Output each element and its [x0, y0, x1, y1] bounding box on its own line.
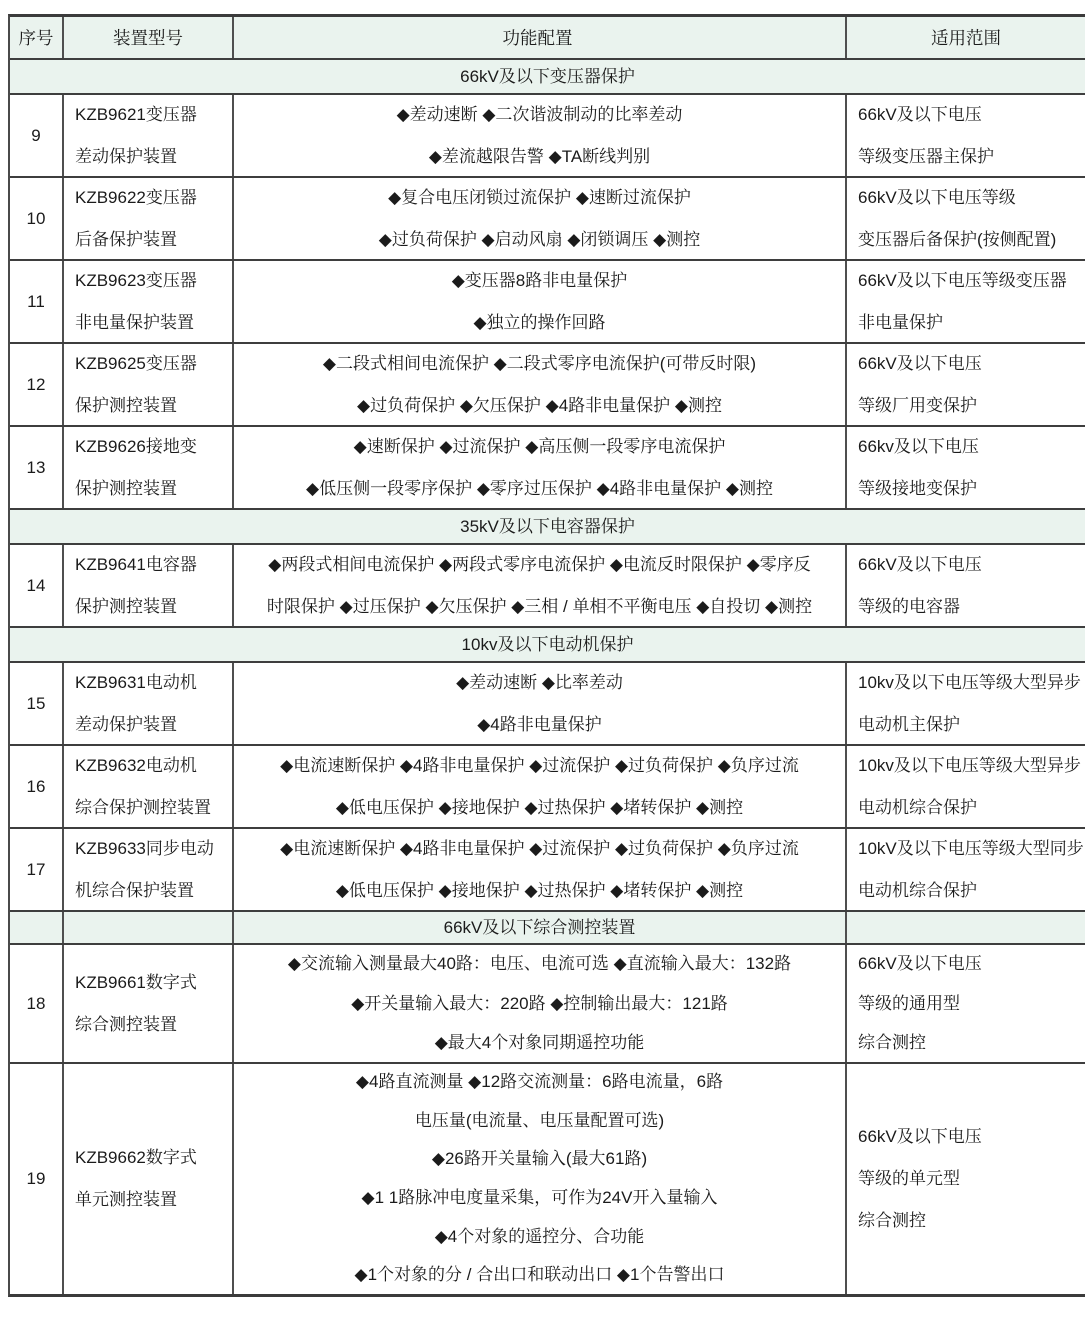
scope-cell: [847, 427, 1085, 508]
cell-line: ◆差流越限告警 ◆TA断线判别: [428, 146, 651, 166]
cell-line: 66kV及以下电压: [858, 105, 982, 124]
cell-line: 11: [27, 291, 45, 311]
cell-line: 保护测控装置: [75, 596, 177, 616]
col-header-label: 装置型号: [113, 28, 183, 48]
cell-line: ◆低电压保护 ◆接地保护 ◆过热保护 ◆堵转保护 ◆测控: [335, 797, 744, 817]
model-cell: [64, 344, 234, 425]
device-row: [10, 176, 1085, 259]
scope-cell: [847, 545, 1085, 626]
serial-cell: [10, 829, 64, 910]
serial-cell: [10, 95, 64, 176]
cell-line: ◆变压器8路非电量保护: [451, 271, 628, 290]
cell-line: 66kV及以下电压: [858, 555, 982, 574]
cell-line: 综合测控装置: [75, 1014, 177, 1034]
cell-line: ◆电流速断保护 ◆4路非电量保护 ◆过流保护 ◆过负荷保护 ◆负序过流: [280, 839, 799, 858]
cell-line: ◆过负荷保护 ◆欠压保护 ◆4路非电量保护 ◆测控: [357, 395, 722, 415]
functions-cell: [234, 178, 847, 259]
cell-line: 等级接地变保护: [858, 478, 977, 498]
cell-line: ◆开关量输入最大：220路 ◆控制输出最大：121路: [351, 993, 728, 1013]
col-header-model: [64, 17, 234, 58]
cell-line: ◆差动速断 ◆二次谐波制动的比率差动: [396, 105, 683, 124]
table-body: [10, 58, 1085, 1294]
section-row: [10, 626, 1085, 661]
serial-cell: [10, 746, 64, 827]
cell-line: ◆低电压保护 ◆接地保护 ◆过热保护 ◆堵转保护 ◆测控: [335, 880, 744, 900]
cell-line: 综合保护测控装置: [75, 797, 211, 817]
functions-cell: [234, 261, 847, 342]
cell-line: KZB9633同步电动: [75, 839, 214, 858]
device-row: [10, 342, 1085, 425]
cell-line: KZB9631电动机: [75, 673, 197, 692]
serial-cell: [10, 545, 64, 626]
cell-line: 电动机综合保护: [858, 880, 977, 900]
cell-line: ◆低压侧一段零序保护 ◆零序过压保护 ◆4路非电量保护 ◆测控: [306, 478, 773, 498]
cell-line: ◆最大4个对象同期遥控功能: [434, 1033, 645, 1053]
section-empty-cell: [64, 912, 234, 943]
cell-line: 变压器后备保护(按侧配置): [858, 229, 1057, 249]
col-header-label: 适用范围: [931, 28, 1001, 48]
cell-line: 66kv及以下电压: [858, 437, 979, 456]
cell-line: 等级的通用型: [858, 993, 960, 1013]
cell-line: 66kV及以下电压等级变压器: [858, 271, 1067, 290]
cell-line: KZB9662数字式: [75, 1148, 197, 1167]
model-cell: [64, 829, 234, 910]
col-header-label: 功能配置: [502, 28, 573, 48]
functions-cell: [234, 95, 847, 176]
cell-line: 35kV及以下电容器保护: [460, 517, 635, 536]
scope-cell: [847, 663, 1085, 744]
functions-cell: [234, 344, 847, 425]
functions-cell: [234, 829, 847, 910]
cell-line: 13: [26, 457, 46, 477]
cell-line: 12: [26, 374, 46, 394]
cell-line: ◆1个对象的分 / 合出口和联动出口 ◆1个告警出口: [354, 1265, 725, 1285]
device-row: [10, 943, 1085, 1062]
cell-line: 电压量(电流量、电压量配置可选): [414, 1110, 665, 1130]
cell-line: ◆复合电压闭锁过流保护 ◆速断过流保护: [388, 188, 691, 207]
col-header-functions: [234, 17, 847, 58]
cell-line: 10kv及以下电压等级大型异步: [858, 756, 1081, 775]
cell-line: 保护测控装置: [75, 478, 177, 498]
cell-line: ◆电流速断保护 ◆4路非电量保护 ◆过流保护 ◆过负荷保护 ◆负序过流: [280, 756, 799, 775]
section-title-cell: [10, 510, 1085, 543]
cell-line: KZB9622变压器: [75, 188, 197, 207]
section-empty-cell: [10, 912, 64, 943]
model-cell: [64, 261, 234, 342]
cell-line: 66kV及以下电压: [858, 1127, 982, 1146]
cell-line: 66kV及以下综合测控装置: [443, 918, 636, 937]
col-header-serial: [10, 17, 64, 58]
cell-line: 16: [26, 776, 46, 796]
cell-line: 66kV及以下电压等级: [858, 188, 1016, 207]
scope-cell: [847, 95, 1085, 176]
functions-cell: [234, 427, 847, 508]
model-cell: [64, 178, 234, 259]
device-spec-table: [8, 14, 1085, 1297]
cell-line: 66kV及以下变压器保护: [460, 67, 635, 86]
device-row: [10, 1062, 1085, 1294]
cell-line: ◆过负荷保护 ◆启动风扇 ◆闭锁调压 ◆测控: [378, 229, 701, 249]
cell-line: 单元测控装置: [75, 1190, 177, 1209]
cell-line: 10: [26, 208, 46, 228]
serial-cell: [10, 663, 64, 744]
functions-cell: [234, 663, 847, 744]
serial-cell: [10, 261, 64, 342]
device-row: [10, 744, 1085, 827]
cell-line: 电动机主保护: [858, 714, 960, 734]
cell-line: 9: [31, 125, 41, 145]
cell-line: ◆差动速断 ◆比率差动: [456, 673, 623, 692]
model-cell: [64, 545, 234, 626]
functions-cell: [234, 945, 847, 1062]
cell-line: 差动保护装置: [75, 146, 177, 166]
functions-cell: [234, 1064, 847, 1294]
device-row: [10, 827, 1085, 910]
scope-cell: [847, 344, 1085, 425]
cell-line: 66kV及以下电压: [858, 354, 982, 373]
section-title-cell: [10, 628, 1085, 661]
table-header-row: [10, 17, 1085, 58]
model-cell: [64, 427, 234, 508]
cell-line: 综合测控: [858, 1033, 926, 1053]
device-row: [10, 93, 1085, 176]
functions-cell: [234, 746, 847, 827]
section-row: [10, 508, 1085, 543]
cell-line: ◆独立的操作回路: [473, 312, 606, 332]
cell-line: ◆4路非电量保护: [477, 714, 602, 734]
cell-line: KZB9661数字式: [75, 972, 197, 992]
functions-cell: [234, 545, 847, 626]
scope-cell: [847, 746, 1085, 827]
cell-line: KZB9623变压器: [75, 271, 197, 290]
section-title-cell: [234, 912, 847, 943]
cell-line: 综合测控: [858, 1211, 926, 1230]
cell-line: ◆4路直流测量 ◆12路交流测量：6路电流量，6路: [355, 1071, 724, 1091]
cell-line: 15: [26, 693, 46, 713]
cell-line: 等级厂用变保护: [858, 395, 977, 415]
cell-line: ◆4个对象的遥控分、合功能: [434, 1226, 645, 1246]
cell-line: ◆1 1路脉冲电度量采集，可作为24V开入量输入: [361, 1188, 718, 1207]
device-row: [10, 259, 1085, 342]
cell-line: 19: [26, 1169, 46, 1188]
cell-line: 电动机综合保护: [858, 797, 977, 817]
scope-cell: [847, 178, 1085, 259]
cell-line: 17: [26, 859, 46, 879]
cell-line: ◆两段式相间电流保护 ◆两段式零序电流保护 ◆电流反时限保护 ◆零序反: [268, 555, 811, 574]
cell-line: 14: [26, 575, 46, 595]
device-row: [10, 425, 1085, 508]
section-row: [10, 910, 1085, 943]
device-row: [10, 543, 1085, 626]
cell-line: 等级变压器主保护: [858, 146, 994, 166]
col-header-label: 序号: [18, 28, 54, 48]
cell-line: 66kV及以下电压: [858, 954, 982, 973]
cell-line: 等级的单元型: [858, 1169, 960, 1188]
cell-line: ◆交流输入测量最大40路：电压、电流可选 ◆直流输入最大：132路: [287, 954, 792, 973]
cell-line: 机综合保护装置: [75, 880, 194, 900]
cell-line: ◆26路开关量输入(最大61路): [431, 1149, 648, 1169]
cell-line: 非电量保护: [858, 312, 943, 332]
scope-cell: [847, 1064, 1085, 1294]
model-cell: [64, 663, 234, 744]
cell-line: KZB9641电容器: [75, 555, 197, 574]
serial-cell: [10, 945, 64, 1062]
cell-line: 等级的电容器: [858, 596, 960, 616]
serial-cell: [10, 344, 64, 425]
cell-line: ◆速断保护 ◆过流保护 ◆高压侧一段零序电流保护: [353, 437, 726, 456]
model-cell: [64, 1064, 234, 1294]
cell-line: 10kV及以下电压等级大型同步: [858, 839, 1084, 858]
cell-line: 18: [26, 993, 46, 1013]
cell-line: 后备保护装置: [75, 229, 177, 249]
cell-line: 10kv及以下电动机保护: [461, 635, 634, 654]
cell-line: 时限保护 ◆过压保护 ◆欠压保护 ◆三相 / 单相不平衡电压 ◆自投切 ◆测控: [266, 596, 813, 616]
device-row: [10, 661, 1085, 744]
cell-line: KZB9626接地变: [75, 437, 197, 456]
scope-cell: [847, 829, 1085, 910]
section-title-cell: [10, 60, 1085, 93]
cell-line: KZB9632电动机: [75, 756, 197, 775]
serial-cell: [10, 178, 64, 259]
scope-cell: [847, 261, 1085, 342]
cell-line: 非电量保护装置: [75, 312, 194, 332]
model-cell: [64, 95, 234, 176]
cell-line: KZB9625变压器: [75, 354, 197, 373]
cell-line: 差动保护装置: [75, 714, 177, 734]
cell-line: KZB9621变压器: [75, 105, 197, 124]
serial-cell: [10, 427, 64, 508]
cell-line: ◆二段式相间电流保护 ◆二段式零序电流保护(可带反时限): [322, 354, 757, 373]
cell-line: 保护测控装置: [75, 395, 177, 415]
serial-cell: [10, 1064, 64, 1294]
cell-line: 10kv及以下电压等级大型异步: [858, 673, 1081, 692]
model-cell: [64, 746, 234, 827]
section-row: [10, 58, 1085, 93]
model-cell: [64, 945, 234, 1062]
section-empty-cell: [847, 912, 1085, 943]
col-header-scope: [847, 17, 1085, 58]
scope-cell: [847, 945, 1085, 1062]
